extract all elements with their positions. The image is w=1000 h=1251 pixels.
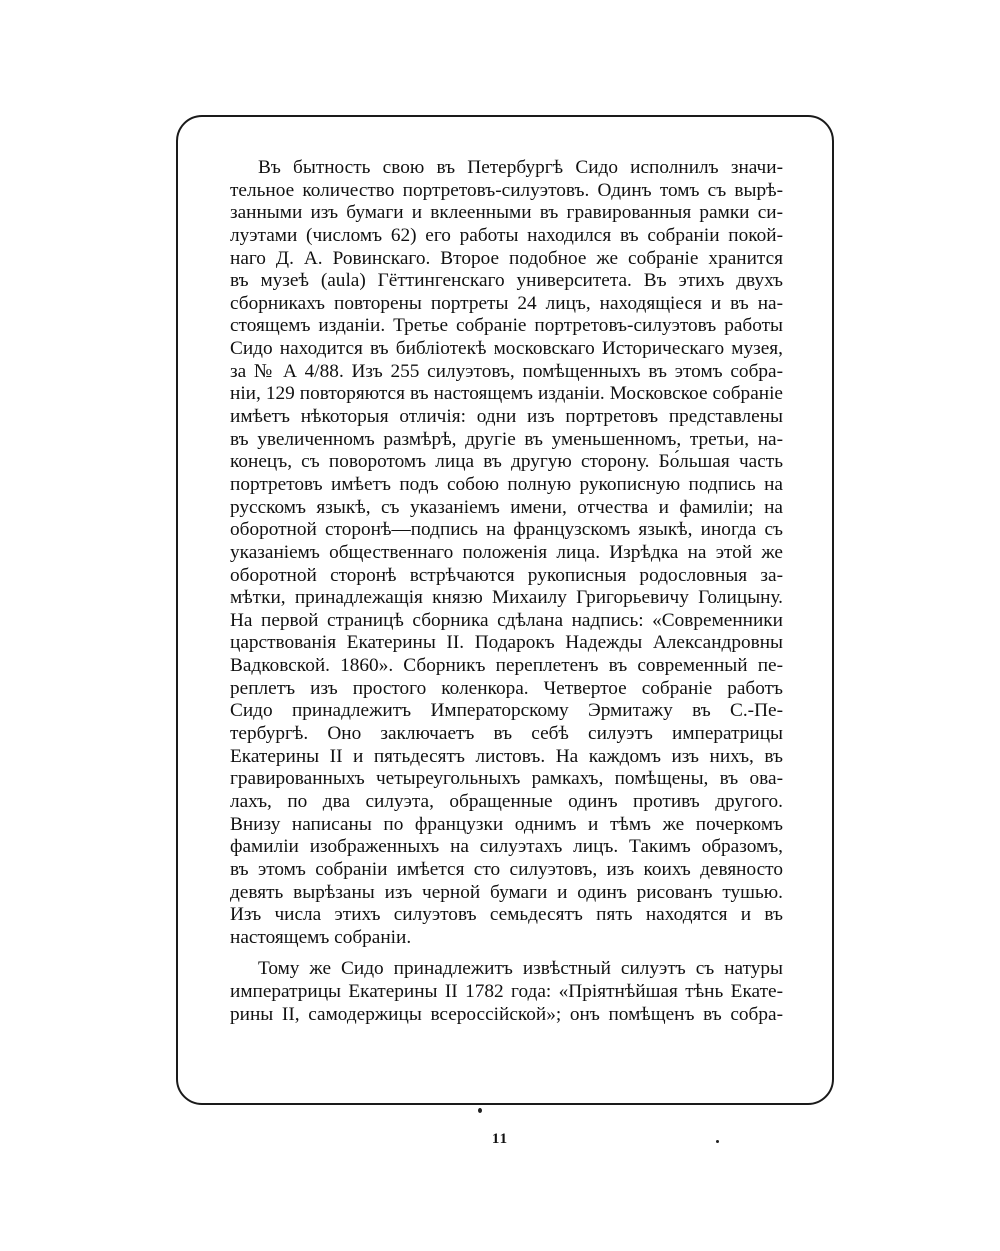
text-line: Изъ числа этихъ силуэтовъ семьдесятъ пять находятся и въ [230, 904, 783, 926]
text-line: конецъ, съ поворотомъ лица въ другую сторону. Бо́льшая часть [230, 451, 783, 473]
text-line: ніи, 129 повторяются въ настоящемъ изданіи. Московское собраніе [230, 383, 783, 405]
text-line: въ этомъ собраніи имѣется сто силуэтовъ, изъ коихъ девяносто [230, 858, 783, 880]
text-line: гравированныхъ четыреугольныхъ рамкахъ, помѣщены, въ ова- [230, 768, 783, 790]
text-line: сборникахъ повторены портреты 24 лицъ, находящіеся и въ на- [230, 292, 783, 314]
text-line: наго Д. А. Ровинскаго. Второе подобное же собраніе хранится [230, 247, 783, 269]
paragraph-1 [230, 157, 783, 949]
text-line: Екатерины II и пятьдесятъ листовъ. На каждомъ изъ нихъ, въ [230, 745, 783, 767]
text-line: лахъ, по два силуэта, обращенные одинъ противъ другого. [230, 790, 783, 812]
paragraph-2 [230, 958, 783, 1026]
text-line: тербургѣ. Оно заключаетъ въ себѣ силуэтъ императрицы [230, 723, 783, 745]
text-line: оборотной сторонѣ встрѣчаются рукописныя родословныя за- [230, 564, 783, 586]
text-line: мѣтки, принадлежащія князю Михаилу Григорьевичу Голицыну. [230, 587, 783, 609]
text-line: оборотной сторонѣ—подпись на французскомъ языкѣ, иногда съ [230, 519, 783, 541]
text-line: занными изъ бумаги и вклеенными въ гравированныя рамки си- [230, 202, 783, 224]
text-line: На первой страницѣ сборника сдѣлана надпись: «Современники [230, 609, 783, 631]
text-line: въ увеличенномъ размѣрѣ, другіе въ уменьшенномъ, третьи, на- [230, 428, 783, 450]
text-line: девять вырѣзаны изъ черной бумаги и одинъ рисованъ тушью. [230, 881, 783, 903]
text-line: фамиліи изображенныхъ на силуэтахъ лицъ. Такимъ образомъ, [230, 836, 783, 858]
text-line: царствованія Екатерины II. Подарокъ Надежды Александровны [230, 632, 783, 654]
text-line: Въ бытность свою въ Петербургѣ Сидо исполнилъ значи- [258, 157, 783, 178]
text-line: портретовъ имѣетъ подъ собою полную рукописную подпись на [230, 473, 783, 495]
text-line: за № А 4/88. Изъ 255 силуэтовъ, помѣщенныхъ въ этомъ собра- [230, 360, 783, 382]
text-line: Сидо принадлежитъ Императорскому Эрмитажу въ С.-Пе- [230, 700, 783, 722]
print-speck [478, 1108, 482, 1113]
text-line: русскомъ языкѣ, съ указаніемъ имени, отчества и фамиліи; на [230, 496, 783, 518]
text-line: стоящемъ изданіи. Третье собраніе портретовъ-силуэтовъ работы [230, 315, 783, 337]
page-number: 11 [491, 1131, 509, 1147]
text-line: луэтами (числомъ 62) его работы находился въ собраніи покой- [230, 224, 783, 246]
text-line: указаніемъ общественнаго положенія лица. Изрѣдка на этой же [230, 541, 783, 563]
paragraph-gap [230, 949, 783, 958]
text-line: настоящемъ собраніи. [230, 926, 412, 948]
text-line: Вадковской. 1860». Сборникъ переплетенъ въ современный пе- [230, 655, 783, 677]
body-text [230, 157, 783, 1026]
print-speck [716, 1140, 719, 1143]
text-line: реплетъ изъ простого коленкора. Четвертое собраніе работъ [230, 677, 783, 699]
text-line: Внизу написаны по французки однимъ и тѣмъ же почеркомъ [230, 813, 783, 835]
text-line: тельное количество портретовъ-силуэтовъ. Одинъ томъ съ вырѣ- [230, 179, 783, 201]
text-line: Тому же Сидо принадлежитъ извѣстный силуэтъ съ натуры [258, 958, 783, 980]
text-line: рины II, самодержицы всероссійской»; онъ помѣщенъ въ собра- [230, 1003, 783, 1025]
text-line: имѣетъ нѣкоторыя отличія: одни изъ портретовъ представлены [230, 406, 783, 428]
text-line: Сидо находится въ библіотекѣ московскаго Историческаго музея, [230, 338, 783, 360]
text-line: въ музеѣ (aula) Гёттингенскаго университета. Въ этихъ двухъ [230, 270, 783, 292]
text-line: императрицы Екатерины II 1782 года: «Пріятнѣйшая тѣнь Екате- [230, 981, 783, 1003]
